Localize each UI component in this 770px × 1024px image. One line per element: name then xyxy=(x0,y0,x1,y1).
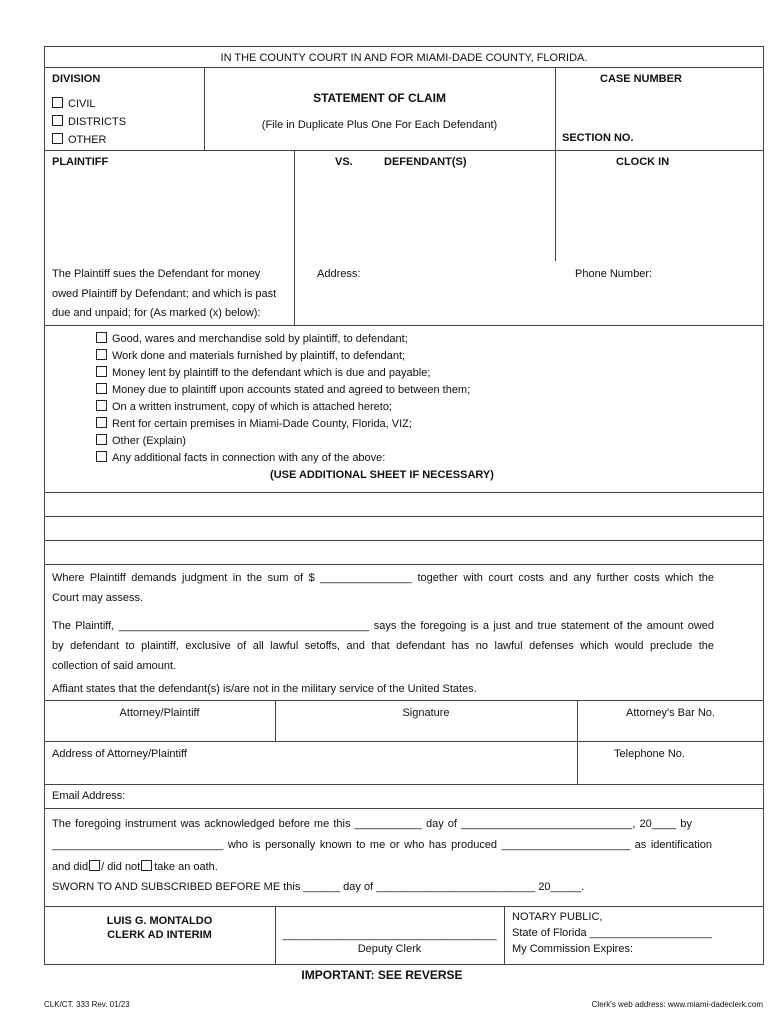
clock-in-label: CLOCK IN xyxy=(616,156,670,168)
acknowledgment-line: ____________________________ who is personally known to me or who has produced _____________________ as identification xyxy=(52,839,712,851)
division-label: DIVISION xyxy=(52,73,101,85)
affiant-statement: Affiant states that the defendant(s) is/are not in the military service of the United States. xyxy=(52,683,477,695)
rule xyxy=(44,808,764,809)
checkbox[interactable] xyxy=(96,434,107,445)
division-districts-label: DISTRICTS xyxy=(68,116,127,128)
checkbox[interactable] xyxy=(96,366,107,377)
state-of-florida: State of Florida ____________________ xyxy=(512,927,713,939)
checkbox[interactable] xyxy=(96,383,107,394)
clerk-web-address: Clerk's web address: www.miami-dadeclerk.com xyxy=(591,1000,763,1009)
oath-did-checkbox[interactable] xyxy=(89,860,100,871)
claim-option-label: Good, wares and merchandise sold by plaintiff, to defendant; xyxy=(112,333,408,345)
clerk-title: CLERK AD INTERIM xyxy=(107,929,212,941)
rule xyxy=(294,150,295,325)
claim-option[interactable] xyxy=(96,417,412,430)
division-districts[interactable] xyxy=(52,115,126,128)
demand-line: Court may assess. xyxy=(52,592,144,604)
defendant-label: DEFENDANT(S) xyxy=(384,156,467,168)
checkbox[interactable] xyxy=(52,115,63,126)
rule xyxy=(504,906,505,965)
rule xyxy=(44,564,764,565)
division-other[interactable] xyxy=(52,133,107,146)
checkbox[interactable] xyxy=(96,451,107,462)
claim-option-label: On a written instrument, copy of which is attached hereto; xyxy=(112,401,393,413)
rule xyxy=(44,540,764,541)
claim-option[interactable] xyxy=(96,366,430,379)
division-other-label: OTHER xyxy=(68,134,107,146)
form-subtitle: (File in Duplicate Plus One For Each Defendant) xyxy=(261,119,498,131)
sworn-line: SWORN TO AND SUBSCRIBED BEFORE ME this ______ day of __________________________ 20_____. xyxy=(52,881,585,893)
telephone-label: Telephone No. xyxy=(614,748,685,760)
claim-intro-line: The Plaintiff sues the Defendant for money xyxy=(52,268,261,280)
address-label: Address: xyxy=(317,268,361,280)
additional-sheet-note: (USE ADDITIONAL SHEET IF NECESSARY) xyxy=(270,469,494,481)
rule xyxy=(44,906,764,907)
rule xyxy=(44,784,764,785)
plaintiff-statement-line: collection of said amount. xyxy=(52,660,177,672)
attorney-address-label: Address of Attorney/Plaintiff xyxy=(52,748,187,760)
claim-option-label: Money due to plaintiff upon accounts stated and agreed to between them; xyxy=(112,384,471,396)
claim-intro-line: owed Plaintiff by Defendant; and which is past xyxy=(52,288,277,300)
checkbox[interactable] xyxy=(96,400,107,411)
rule xyxy=(44,516,764,517)
claim-option-label: Work done and materials furnished by plaintiff, to defendant; xyxy=(112,350,406,362)
case-number-label: CASE NUMBER xyxy=(600,73,682,85)
oath-did: and did xyxy=(52,861,89,873)
deputy-clerk-label: Deputy Clerk xyxy=(357,943,422,955)
deputy-signature-line: ___________________________________ xyxy=(282,929,497,941)
claim-option[interactable] xyxy=(96,383,470,396)
rule xyxy=(44,325,764,326)
claim-option[interactable] xyxy=(96,349,405,362)
form-id: CLK/CT. 333 Rev. 01/23 xyxy=(44,1000,130,1009)
section-no-label: SECTION NO. xyxy=(562,132,634,144)
claim-option[interactable] xyxy=(96,400,392,413)
email-label: Email Address: xyxy=(52,790,126,802)
signature-label: Signature xyxy=(402,707,450,719)
commission-expires: My Commission Expires: xyxy=(512,943,634,955)
rule xyxy=(44,492,764,493)
checkbox[interactable] xyxy=(96,417,107,428)
claim-option[interactable] xyxy=(96,451,385,464)
plaintiff-statement-line: by defendant to plaintiff, exclusive of all lawful setoffs, and that defendant has no lawful defenses which would preclude the xyxy=(52,640,714,652)
division-civil-label: CIVIL xyxy=(68,98,96,110)
plaintiff-label: PLAINTIFF xyxy=(52,156,109,168)
form-title: STATEMENT OF CLAIM xyxy=(313,91,446,105)
rule xyxy=(44,741,764,742)
checkbox[interactable] xyxy=(96,349,107,360)
rule xyxy=(44,700,764,701)
rule xyxy=(555,67,556,261)
rule xyxy=(44,67,764,68)
plaintiff-statement-line: The Plaintiff, _________________________________________ says the foregoing is a just and true statement of the amount owed xyxy=(52,620,714,632)
rule xyxy=(44,150,764,151)
claim-option[interactable] xyxy=(96,434,186,447)
important-notice: IMPORTANT: SEE REVERSE xyxy=(301,968,463,982)
claim-option[interactable] xyxy=(96,332,408,345)
attorney-plaintiff-label: Attorney/Plaintiff xyxy=(119,707,200,719)
claim-option-label: Any additional facts in connection with any of the above: xyxy=(112,452,386,464)
checkbox[interactable] xyxy=(96,332,107,343)
vs-label: VS. xyxy=(335,156,353,168)
oath-line xyxy=(52,860,218,873)
bar-no-label: Attorney's Bar No. xyxy=(626,707,715,719)
oath-take: take an oath. xyxy=(154,861,218,873)
oath-did-not: / did not xyxy=(101,861,141,873)
clerk-name: LUIS G. MONTALDO xyxy=(106,915,213,927)
court-heading: IN THE COUNTY COURT IN AND FOR MIAMI-DADE COUNTY, FLORIDA. xyxy=(220,52,588,64)
demand-line: Where Plaintiff demands judgment in the sum of $ _______________ together with court costs and any further costs which the xyxy=(52,572,714,584)
phone-label: Phone Number: xyxy=(575,268,653,280)
claim-intro-line: due and unpaid; for (As marked (x) below): xyxy=(52,307,261,319)
checkbox[interactable] xyxy=(52,97,63,108)
division-civil[interactable] xyxy=(52,97,96,110)
oath-did-not-checkbox[interactable] xyxy=(141,860,152,871)
notary-public-label: NOTARY PUBLIC, xyxy=(512,911,603,923)
claim-option-label: Rent for certain premises in Miami-Dade County, Florida, VIZ; xyxy=(112,418,412,430)
rule xyxy=(204,67,205,150)
claim-option-label: Money lent by plaintiff to the defendant which is due and payable; xyxy=(112,367,431,379)
acknowledgment-line: The foregoing instrument was acknowledged before me this ___________ day of ____________________________, 20____ by xyxy=(52,818,692,830)
checkbox[interactable] xyxy=(52,133,63,144)
claim-option-label: Other (Explain) xyxy=(112,435,186,447)
